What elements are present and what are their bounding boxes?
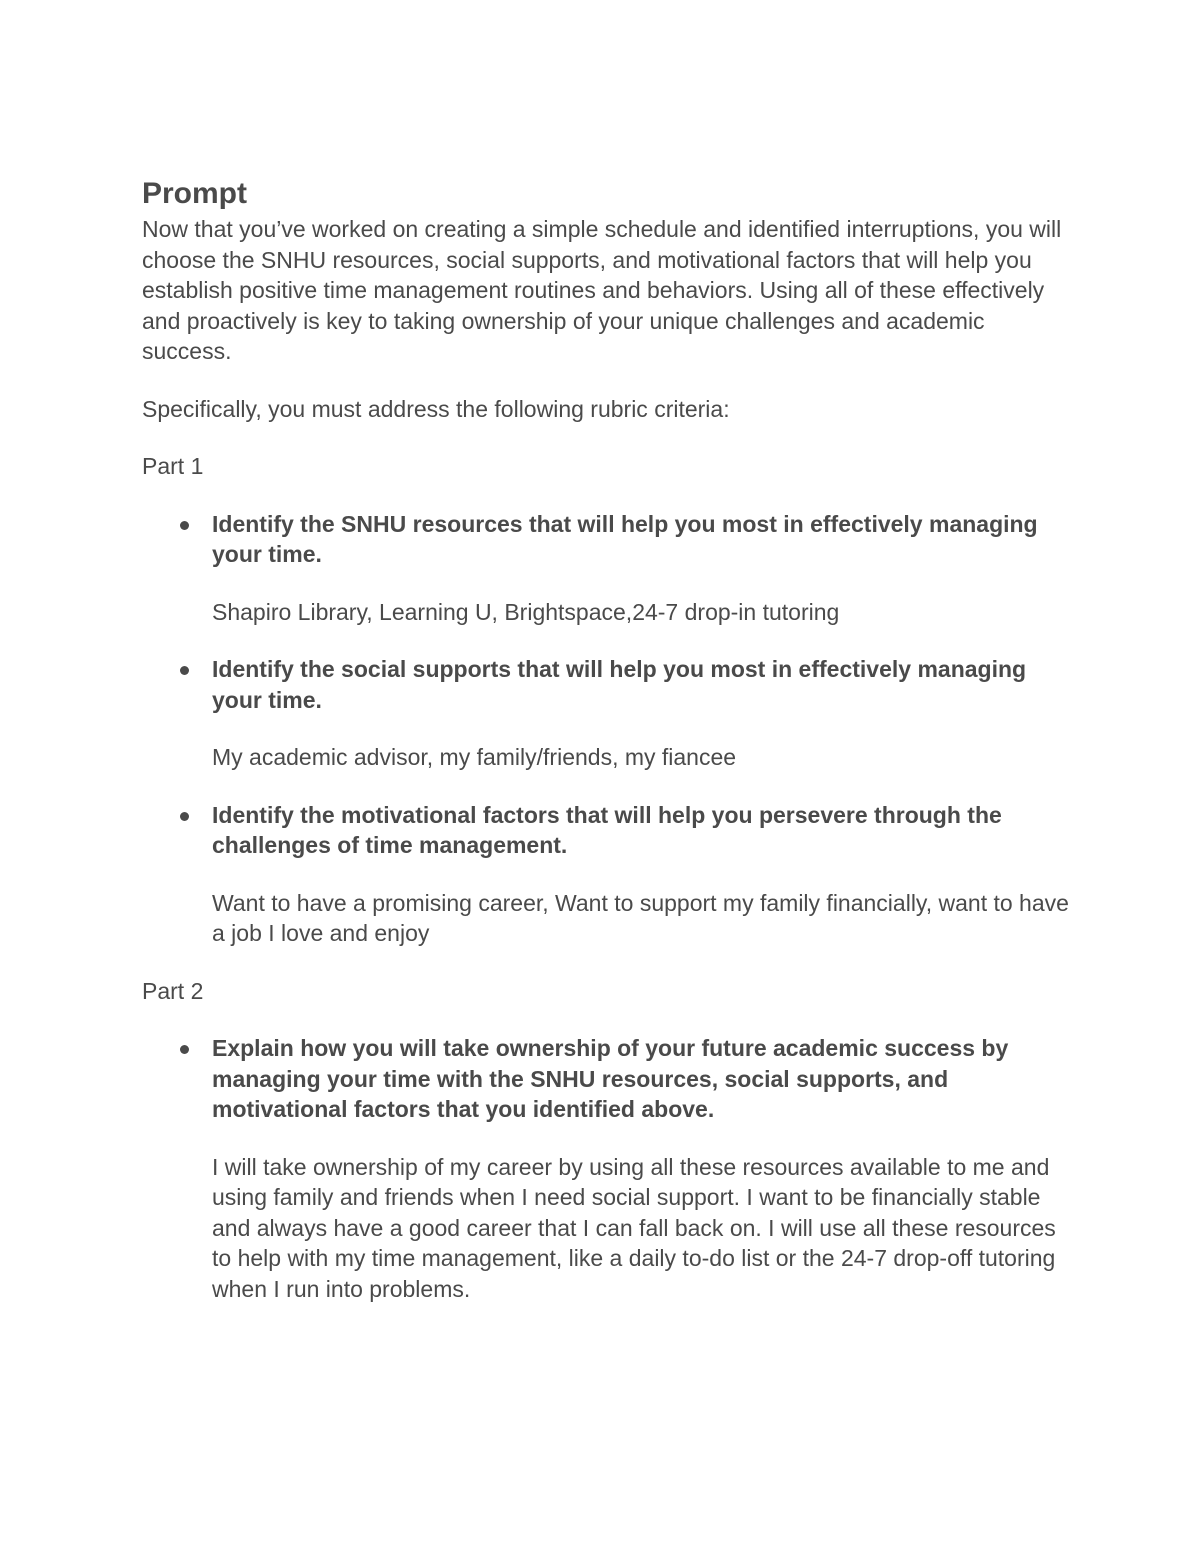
document-page (142, 176, 1072, 1331)
answer-text: I will take ownership of my career by using all these resources available to me and using family and friends when I need social support. I want to be financially stable and always have a good career that I can fall back on. I will use all these resources to help with my time management, like a daily to-do list or the 24-7 drop-off tutoring when I run into problems. (212, 1153, 1056, 1302)
part-1-label: Part 1 (142, 453, 204, 479)
bullet-icon (180, 666, 189, 675)
part-1-item-1 (142, 509, 1072, 628)
part-2-item-1 (142, 1033, 1072, 1304)
part-1-item-2 (142, 654, 1072, 773)
question-text: Identify the SNHU resources that will help you most in effectively managing your time. (212, 510, 1038, 567)
answer-text: My academic advisor, my family/friends, my fiancee (212, 744, 737, 770)
bullet-icon (180, 1045, 189, 1054)
part-2-label: Part 2 (142, 977, 204, 1004)
answer-text: Shapiro Library, Learning U, Brightspace,24-7 drop-in tutoring (212, 598, 840, 625)
bullet-icon (180, 812, 189, 821)
intro-paragraph: Now that you’ve worked on creating a simple schedule and identified interruptions, you will choose the SNHU resources, social supports, and motivational factors that will help you establish positive time management routines and behaviors. Using all of these effectively and proactively is key to taking ownership of your unique challenges and academic success. (142, 216, 1062, 364)
question-text: Explain how you will take ownership of your future academic success by managing your time with the SNHU resources, social supports, and motivational factors that you identified above. (212, 1035, 1009, 1122)
bullet-icon (180, 521, 189, 530)
answer-text: Want to have a promising career, Want to support my family financially, want to have a job I love and enjoy (212, 889, 1069, 946)
question-text: Identify the social supports that will help you most in effectively managing your time. (212, 656, 1027, 713)
question-text: Identify the motivational factors that will help you persevere through the challenges of time management. (212, 801, 1002, 858)
page-title: Prompt (142, 177, 247, 210)
rubric-intro: Specifically, you must address the following rubric criteria: (142, 395, 730, 422)
part-1-item-3 (142, 800, 1072, 949)
